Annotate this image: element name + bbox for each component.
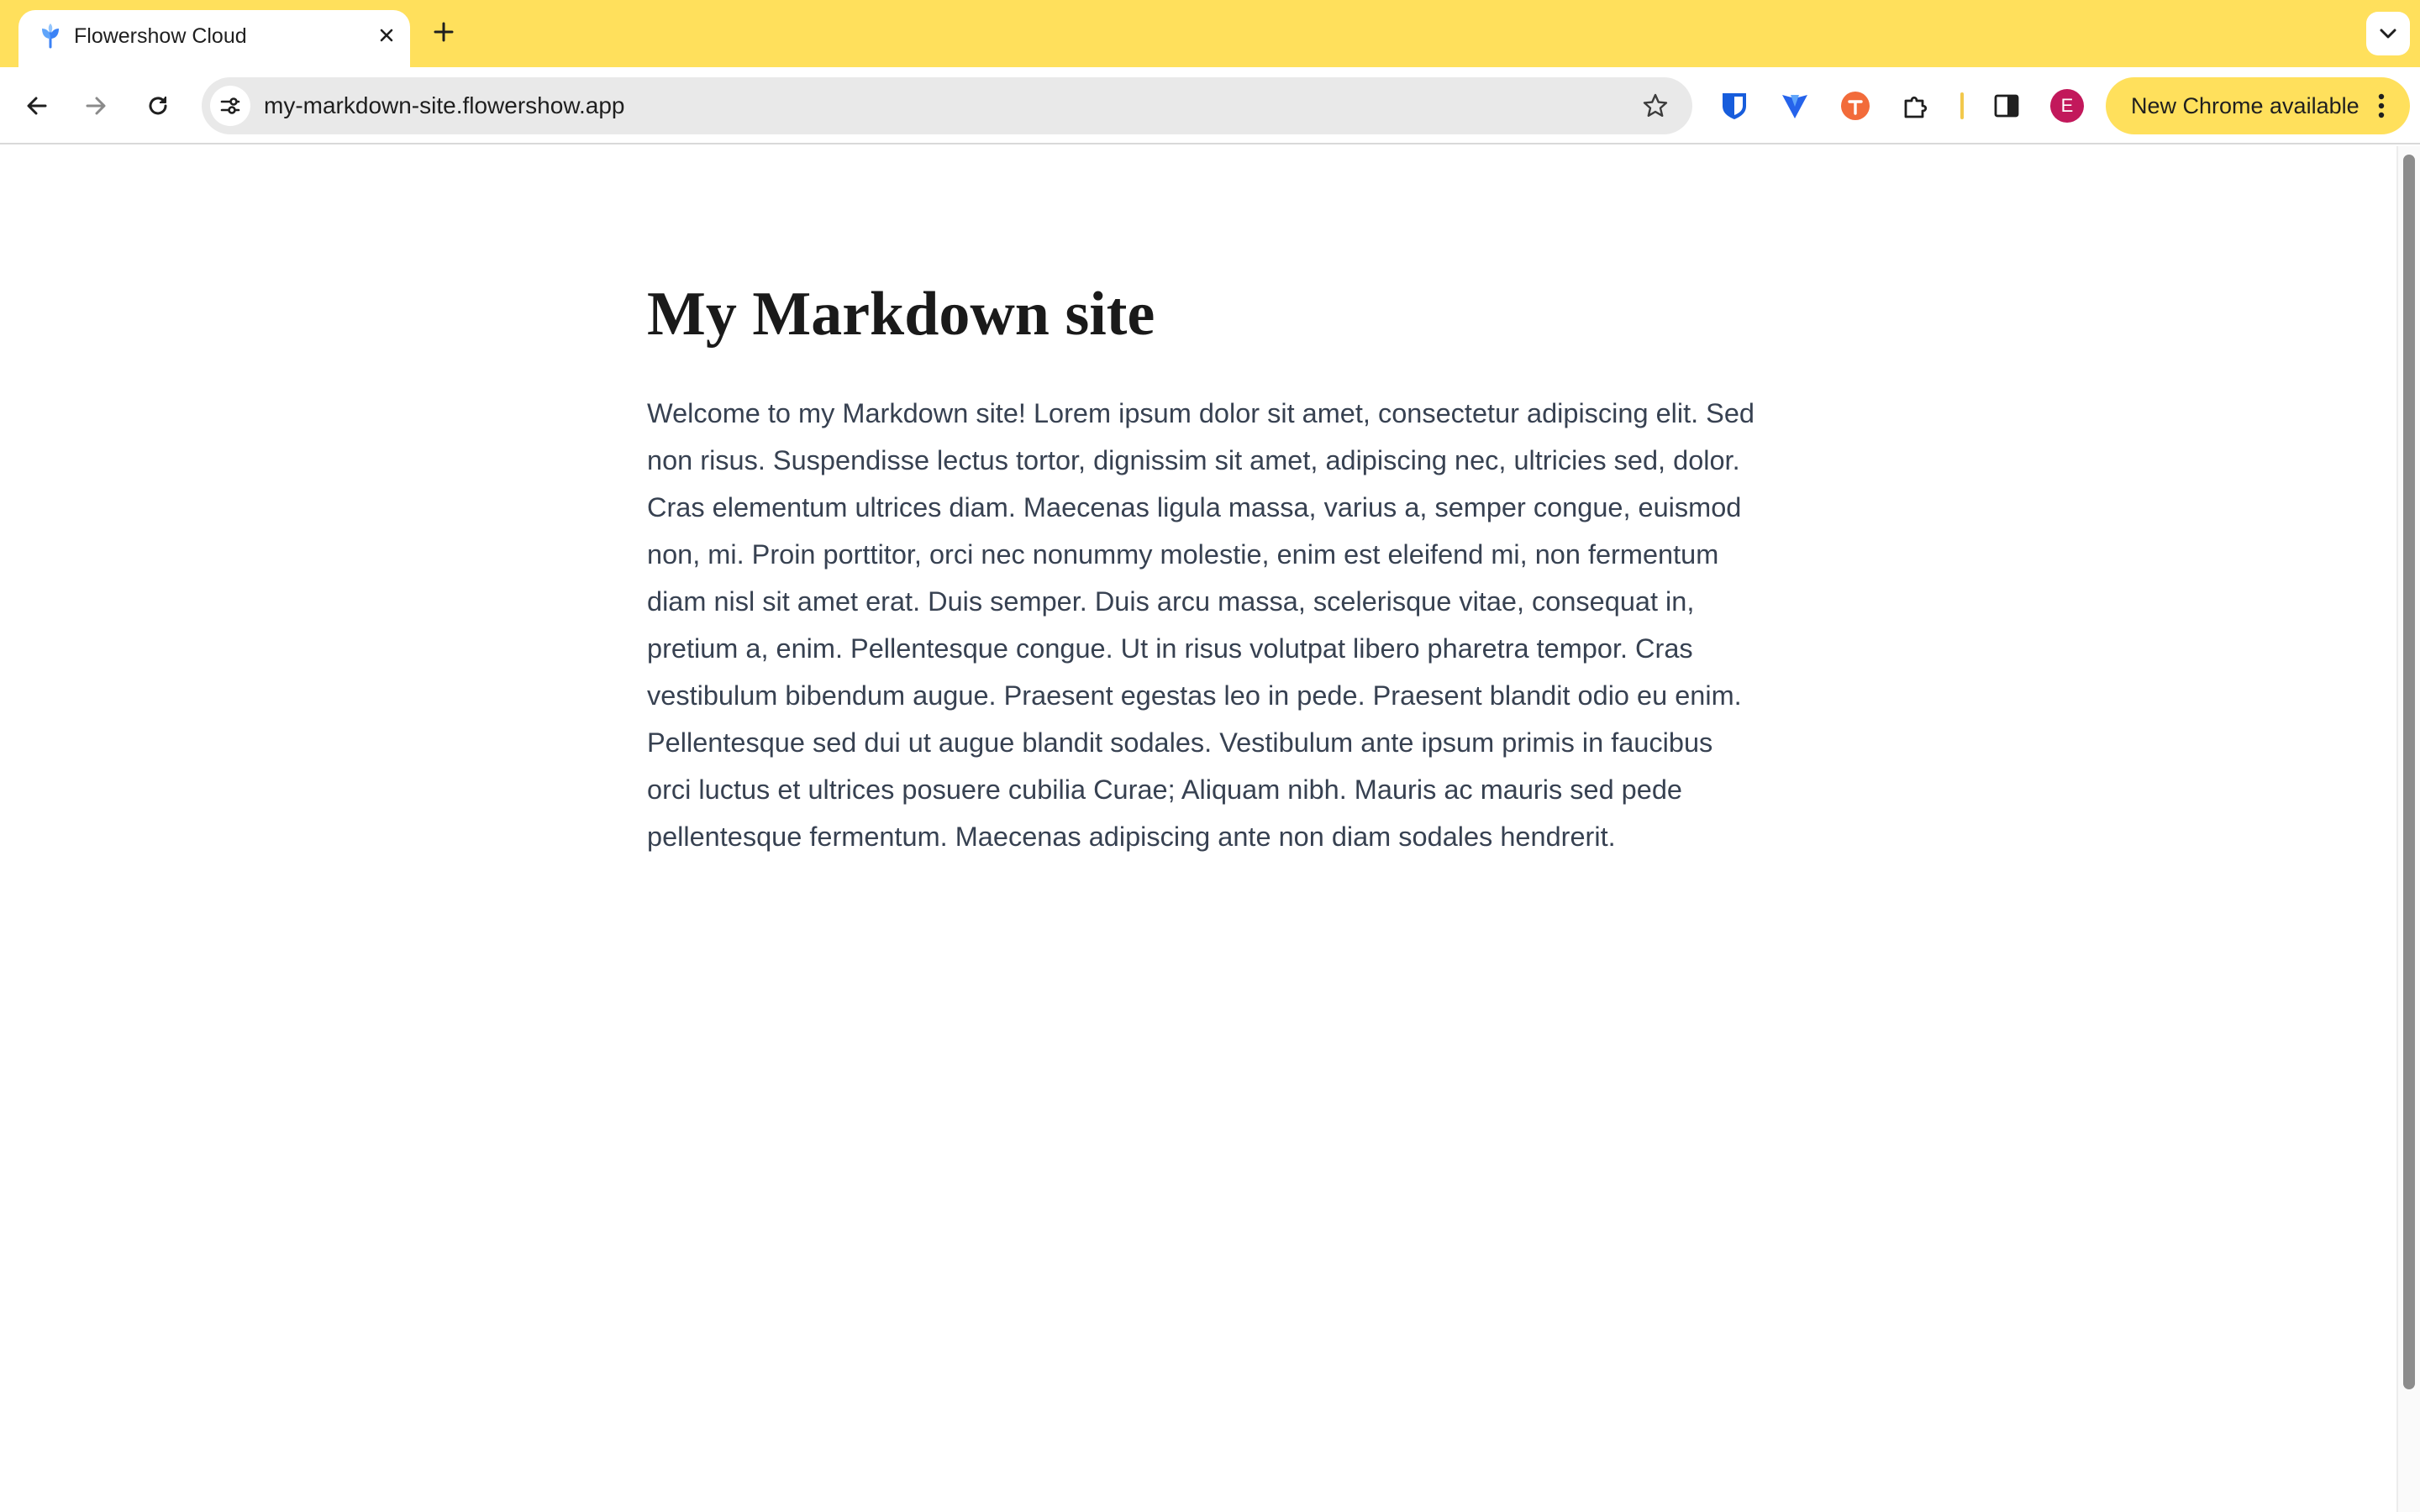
tab-title: Flowershow Cloud (74, 24, 247, 48)
site-info-button[interactable] (210, 86, 250, 126)
arrow-left-icon (24, 93, 50, 118)
page-viewport (0, 146, 2396, 1512)
update-chrome-button[interactable] (2106, 77, 2410, 134)
browser-toolbar (0, 67, 2420, 144)
side-panel-button[interactable] (1986, 86, 2027, 126)
back-button[interactable] (17, 86, 57, 126)
side-panel-icon (1993, 92, 2020, 119)
extension-toggl[interactable] (1835, 86, 1876, 126)
flowershow-logo-icon (37, 22, 64, 50)
star-icon (1642, 92, 1669, 119)
vite-icon (1781, 92, 1809, 120)
extensions-menu-button[interactable] (1896, 86, 1936, 126)
page-title: My Markdown site (647, 280, 1155, 349)
chevron-down-icon (2379, 28, 2397, 39)
reload-icon (145, 93, 171, 118)
reload-button[interactable] (138, 86, 178, 126)
url-text[interactable]: my-markdown-site.flowershow.app (264, 92, 625, 118)
toolbar-separator (1960, 92, 1964, 119)
extension-bitwarden[interactable] (1714, 86, 1754, 126)
plus-icon (433, 21, 455, 43)
update-label: New Chrome available (2131, 93, 2360, 118)
browser-tab[interactable] (18, 10, 410, 71)
close-icon (378, 27, 395, 44)
new-tab-button[interactable] (427, 15, 460, 49)
profile-avatar[interactable]: E (2050, 89, 2084, 123)
more-menu-button[interactable] (2366, 86, 2396, 126)
page-paragraph: Welcome to my Markdown site! Lorem ipsum dolor sit amet, consectetur adipiscing elit. Sed non risus. Suspendisse lectus tortor, dignissim sit amet, adipiscing nec, ultricies sed, dolor. Cras elementum ultrices diam. Maecenas ligula massa, varius a, semper congue, euismod non, mi. Proin porttitor, orci nec nonummy molestie, enim est eleifend mi, non fermentum diam nisl sit amet erat. Duis semper. Duis arcu massa, scelerisque vitae, consequat in, pretium a, enim. Pellentesque congue. Ut in risus volutpat libero pharetra tempor. Cras vestibulum bibendum augue. Praesent egestas leo in pede. Praesent blandit odio eu enim. Pellentesque sed dui ut augue blandit sodales. Vestibulum ante ipsum primis in faucibus orci luctus et ultrices posuere cubilia Curae; Aliquam nibh. Mauris ac mauris sed pede pellentesque fermentum. Maecenas adipiscing ante non diam sodales hendrerit. (647, 398, 1754, 852)
tab-search-button[interactable] (2366, 12, 2410, 55)
forward-button[interactable] (76, 86, 116, 126)
article (647, 274, 1756, 860)
close-tab-button[interactable] (371, 20, 402, 50)
puzzle-piece-icon (1902, 92, 1930, 120)
scrollbar-thumb[interactable] (2403, 155, 2415, 1389)
extension-vite[interactable] (1775, 86, 1815, 126)
address-bar[interactable] (202, 77, 1692, 134)
bookmark-button[interactable] (1635, 86, 1676, 126)
bitwarden-icon (1720, 91, 1749, 121)
arrow-right-icon (83, 93, 108, 118)
toggl-icon (1840, 91, 1870, 121)
page-scrollbar[interactable] (2396, 146, 2420, 1512)
kebab-menu-icon (2378, 92, 2385, 119)
tab-strip (0, 0, 2420, 67)
tune-icon (218, 94, 242, 118)
